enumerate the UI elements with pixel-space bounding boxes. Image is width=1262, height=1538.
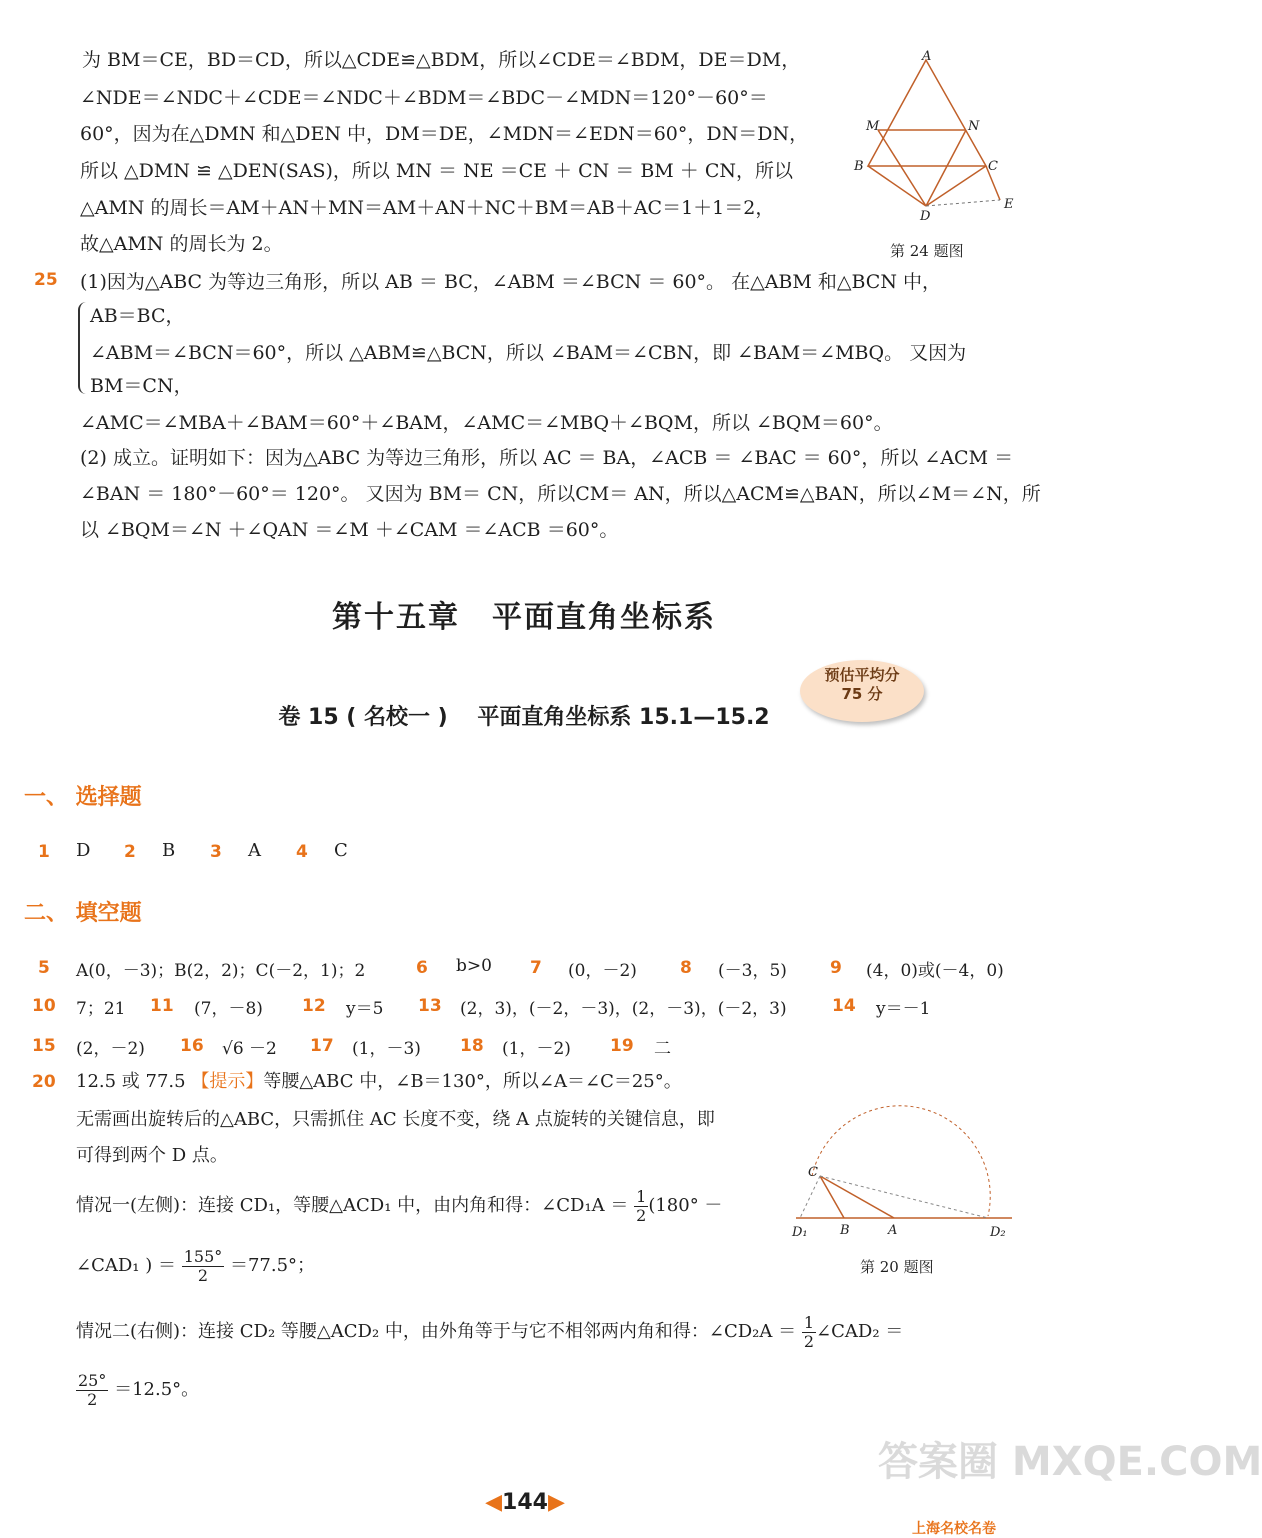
right-arrow-icon: ▶	[547, 1490, 565, 1515]
q25-part1-line1: (1)因为△ABC 为等边三角形，所以 AB ＝ BC，∠ABM ＝∠BCN ＝ 60°。 在△ABM 和△BCN 中，	[80, 271, 942, 293]
label-m: M	[866, 119, 880, 134]
q24-line-1: 为 BM＝CE，BD＝CD，所以△CDE≌△BDM，所以∠CDE＝∠BDM，DE＝DM，	[82, 49, 801, 71]
left-arrow-icon: ◀	[485, 1490, 503, 1515]
fill-num: 8	[680, 958, 692, 978]
segment-ca	[820, 1176, 894, 1218]
segment-cd2	[820, 1176, 988, 1218]
q20-case1-post: (180° －	[648, 1195, 723, 1216]
fill-ans: (7，－8)	[194, 999, 263, 1019]
choice-num: 1	[38, 842, 50, 862]
fraction-denominator: 2	[636, 1205, 647, 1225]
q20-case2-post: ∠CAD₂ ＝	[816, 1321, 904, 1342]
fraction-numerator: 155°	[183, 1246, 223, 1266]
q20-line2: 无需画出旋转后的△ABC，只需抓住 AC 长度不变，绕 A 点旋转的关键信息，即	[76, 1109, 715, 1130]
q20-case2-line1	[76, 1310, 903, 1354]
badge-line1: 预估平均分	[824, 666, 900, 684]
label-c: C	[988, 159, 998, 174]
fill-ans: 7；21	[76, 999, 126, 1019]
label-c: C	[808, 1165, 818, 1180]
segment-cd	[926, 166, 986, 206]
choice-num: 2	[124, 842, 136, 862]
fill-ans: (0，－2)	[568, 961, 637, 981]
label-d: D	[920, 209, 931, 224]
fill-num: 18	[460, 1036, 484, 1056]
chapter-title: 第十五章 平面直角坐标系	[332, 600, 716, 635]
q20-case2-line2-post: ＝12.5°。	[114, 1379, 200, 1400]
q25-part1-line5: ∠AMC＝∠MBA＋∠BAM＝60°＋∠BAM，∠AMC＝∠MBQ＋∠BQM，所以 ∠BQM＝60°。	[80, 412, 893, 434]
average-score-badge	[800, 660, 924, 722]
q20-answer: 12.5 或 77.5	[76, 1071, 186, 1092]
paper-title: 卷 15 ( 名校一 ) 平面直角坐标系 15.1—15.2	[278, 705, 770, 730]
fill-ans: √6 －2	[222, 1039, 277, 1059]
fill-ans: (4，0)或(－4，0)	[866, 961, 1004, 981]
q20-case2-pre: 情况二(右侧)：连接 CD₂ 等腰△ACD₂ 中，由外角等于与它不相邻两内角和得：∠CD₂A ＝	[76, 1321, 797, 1342]
fraction-denominator: 2	[87, 1389, 98, 1409]
q20-figure	[788, 1150, 1014, 1250]
fraction-denominator: 2	[197, 1265, 209, 1285]
fill-num: 14	[832, 996, 856, 1016]
fill-ans: y＝－1	[876, 999, 931, 1019]
fill-ans: (2，－2)	[76, 1039, 145, 1059]
segment-de-dashed	[926, 200, 1000, 206]
segment-bd	[868, 166, 926, 206]
fill-num: 16	[180, 1036, 204, 1056]
q24-line-6: 故△AMN 的周长为 2。	[80, 233, 283, 255]
label-n: N	[968, 119, 980, 134]
fill-ans: (1，－3)	[352, 1039, 421, 1059]
fill-ans: y＝5	[346, 999, 384, 1019]
fill-ans: 二	[654, 1039, 671, 1059]
segment-nd	[926, 130, 966, 206]
q20-line1	[76, 1070, 682, 1094]
q20-number: 20	[32, 1072, 56, 1092]
label-b: B	[854, 159, 864, 174]
fill-ans: A(0，－3)；B(2，2)；C(－2，1)；2	[76, 961, 366, 981]
fill-num: 19	[610, 1036, 634, 1056]
page-number	[470, 1490, 580, 1515]
fill-num: 10	[32, 996, 56, 1016]
fill-ans: b>0	[456, 956, 492, 976]
label-a: A	[922, 49, 932, 64]
q20-case1-line1	[76, 1184, 722, 1228]
q24-line-5: △AMN 的周长＝AM＋AN＋MN＝AM＋AN＋NC＋BM＝AB＋AC＝1＋1＝2，	[80, 197, 775, 219]
q25-part2-line3: 以 ∠BQM＝∠N ＋∠QAN ＝∠M ＋∠CAM ＝∠ACB ＝60°。	[80, 519, 619, 541]
q25-brace-line1: AB＝BC，	[90, 305, 185, 327]
fill-num: 13	[418, 996, 442, 1016]
fraction-numerator: 25°	[78, 1370, 107, 1390]
section-choice-title: 一、 选择题	[24, 785, 142, 810]
segment-cd1	[800, 1176, 820, 1218]
badge-line2: 75 分	[841, 685, 883, 703]
label-a: A	[888, 1223, 898, 1238]
q20-line1-rest: 等腰△ABC 中，∠B＝130°，所以∠A＝∠C＝25°。	[263, 1071, 682, 1092]
q20-case1-pre: 情况一(左侧)：连接 CD₁，等腰△ACD₁ 中，由内角和得：∠CD₁A ＝	[76, 1195, 629, 1216]
choice-ans: D	[76, 840, 91, 861]
segment-md	[878, 130, 926, 206]
choice-ans: B	[162, 840, 176, 861]
fraction	[634, 1188, 648, 1225]
q20-case1-line2-post: ＝77.5°；	[229, 1255, 316, 1276]
fill-ans: (2，3)，(－2，－3)，(2，－3)，(－2，3)	[460, 999, 787, 1019]
label-b: B	[840, 1223, 850, 1238]
q25-brace-line2: ∠ABM＝∠BCN＝60°，所以 △ABM≌△BCN，所以 ∠BAM＝∠CBN，即 ∠BAM＝∠MBQ。 又因为	[90, 342, 967, 364]
fraction	[182, 1248, 225, 1285]
fill-num: 5	[38, 958, 50, 978]
watermark: 答案圈 MXQE.COM	[878, 1439, 1262, 1485]
q24-line-3: 60°，因为在△DMN 和△DEN 中，DM＝DE，∠MDN＝∠EDN＝60°，DN＝DN，	[80, 123, 809, 145]
fill-num: 15	[32, 1036, 56, 1056]
q20-case2-line2	[76, 1368, 199, 1412]
q24-figure-caption: 第 24 题图	[890, 242, 964, 260]
fill-num: 6	[416, 958, 428, 978]
q25-part2-line1: (2) 成立。证明如下：因为△ABC 为等边三角形，所以 AC ＝ BA，∠ACB ＝ ∠BAC ＝ 60°，所以 ∠ACM ＝	[80, 447, 1014, 469]
q24-figure	[848, 48, 1028, 228]
label-d2: D₂	[990, 1225, 1006, 1240]
fill-ans: (－3，5)	[718, 961, 787, 981]
fill-num: 7	[530, 958, 542, 978]
q20-line3: 可得到两个 D 点。	[76, 1145, 228, 1166]
label-e: E	[1004, 197, 1014, 212]
q25-part2-line2: ∠BAN ＝ 180°－60°＝ 120°。 又因为 BM＝ CN，所以CM＝ AN，所以△ACM≌△BAN，所以∠M＝∠N，所	[80, 483, 1041, 505]
fill-num: 9	[830, 958, 842, 978]
fraction-numerator: 1	[803, 1312, 815, 1332]
fill-num: 17	[310, 1036, 334, 1056]
q25-brace-line3: BM＝CN，	[90, 375, 193, 397]
fraction	[802, 1314, 816, 1351]
rotation-arc	[812, 1106, 990, 1216]
q25-number: 25	[34, 270, 58, 290]
q20-tip-label: 【提示】	[191, 1071, 264, 1092]
choice-num: 3	[210, 842, 222, 862]
fraction-denominator: 2	[803, 1331, 815, 1351]
q20-figure-caption: 第 20 题图	[860, 1258, 934, 1276]
page-number-text: 144	[502, 1490, 548, 1515]
triangle-abc	[868, 60, 986, 166]
fraction-numerator: 1	[636, 1186, 647, 1206]
q20-case1-line2-pre: ∠CAD₁ ) ＝	[76, 1255, 176, 1276]
fraction	[76, 1372, 108, 1409]
fill-ans: (1，－2)	[502, 1039, 571, 1059]
choice-ans: A	[248, 840, 261, 861]
q24-line-2: ∠NDE＝∠NDC＋∠CDE＝∠NDC＋∠BDM＝∠BDC－∠MDN＝120°－60°＝	[80, 87, 768, 109]
choice-num: 4	[296, 842, 308, 862]
fill-num: 12	[302, 996, 326, 1016]
fill-num: 11	[150, 996, 174, 1016]
choice-ans: C	[334, 840, 348, 861]
q24-line-4: 所以 △DMN ≌ △DEN(SAS)，所以 MN ＝ NE ＝CE ＋ CN ＝ BM ＋ CN，所以	[80, 160, 794, 182]
section-fill-title: 二、 填空题	[24, 901, 142, 926]
brace	[78, 302, 88, 394]
label-d1: D₁	[792, 1225, 808, 1240]
brand-logo: 上海名校名卷	[912, 1521, 996, 1537]
q20-case1-line2	[76, 1244, 315, 1288]
